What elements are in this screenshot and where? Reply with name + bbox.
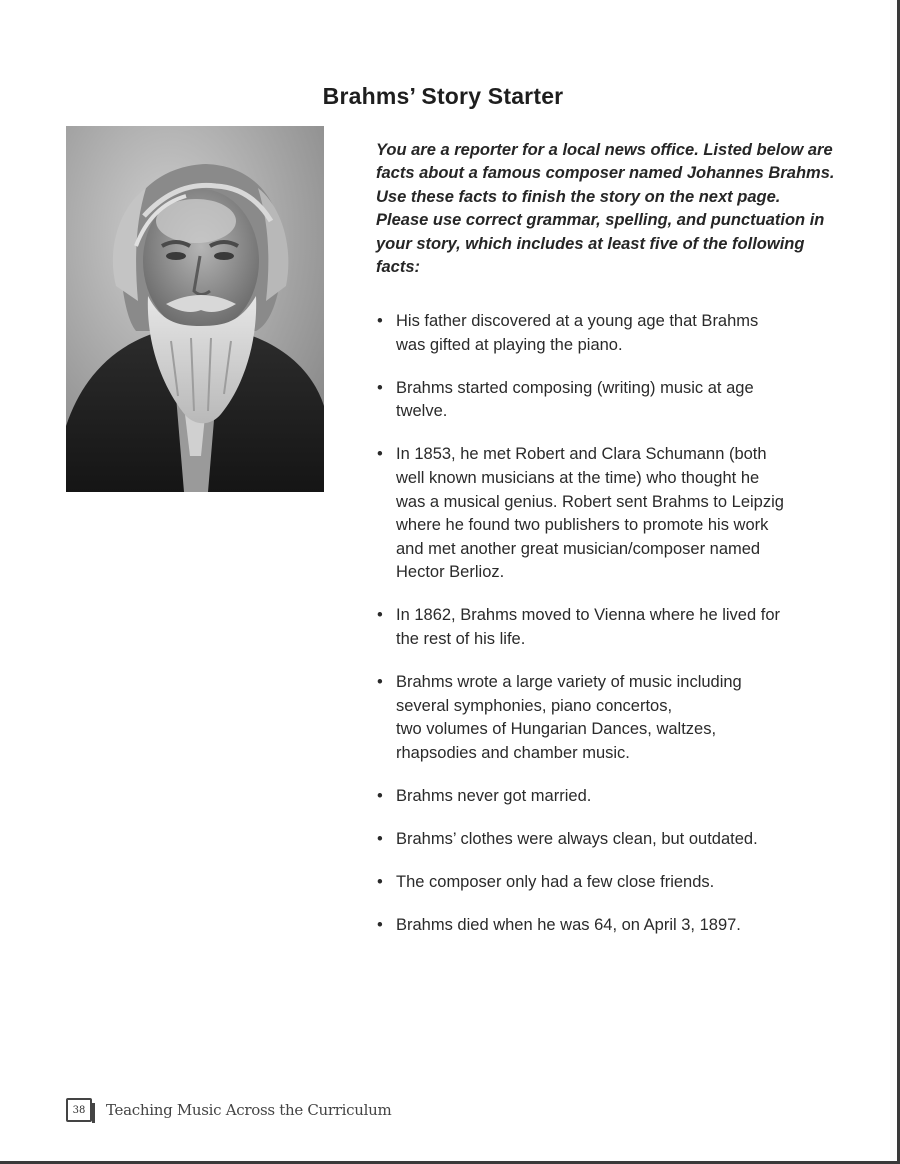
bullet-icon: • [377,312,383,330]
fact-text: The composer only had a few close friends. [396,873,715,892]
fact-text: Brahms died when he was 64, on April 3, 1897. [396,916,741,935]
bullet-icon: • [377,787,383,805]
fact-text: His father discovered at a young age that Brahms was gifted at playing the piano. [396,312,759,354]
fact-text: In 1862, Brahms moved to Vienna where he lived for the rest of his life. [396,606,781,649]
page-footer [66,1096,391,1124]
bullet-icon: • [377,830,383,849]
fact-text: Brahms never got married. [396,787,592,805]
fact-item [376,785,846,809]
book-title: Teaching Music Across the Curriculum [106,1101,392,1119]
fact-text: Brahms wrote a large variety of music including several symphonies, piano concertos, two volumes of Hungarian Dances, waltzes, rhapsodies and chamber music. [396,673,742,762]
bullet-icon: • [377,916,383,935]
page-title: Brahms’ Story Starter [322,83,564,110]
fact-item [376,310,846,357]
fact-item [376,871,846,895]
fact-item [376,604,846,651]
fact-item [376,443,846,585]
fact-item [376,914,846,938]
facts-list [376,310,846,957]
bullet-icon: • [377,378,383,397]
fact-text: In 1853, he met Robert and Clara Schumann (both well known musicians at the time) who thought he was a musical genius. Robert sent Brahms to Leipzig where he found two publishers to promote his work and met another great musician/composer named Hector Berlioz. [396,445,784,582]
fact-item [376,377,846,424]
page-number: 38 [66,1098,92,1122]
portrait-illustration [66,126,324,492]
fact-text: Brahms’ clothes were always clean, but outdated. [396,830,758,849]
fact-item [376,671,846,765]
bullet-icon: • [377,673,383,692]
bullet-icon: • [377,445,383,464]
bullet-icon: • [377,606,383,625]
bullet-icon: • [377,873,383,892]
intro-paragraph: You are a reporter for a local news office. Listed below are facts about a famous composer named Johannes Brahms. Use these facts to finish the story on the next page. Please use correct grammar, spelling, and punctuation in your story, which includes at least five of the following facts: [376,140,835,277]
fact-text: Brahms started composing (writing) music at age twelve. [396,378,754,421]
fact-item [376,828,846,852]
composer-portrait [66,126,324,492]
